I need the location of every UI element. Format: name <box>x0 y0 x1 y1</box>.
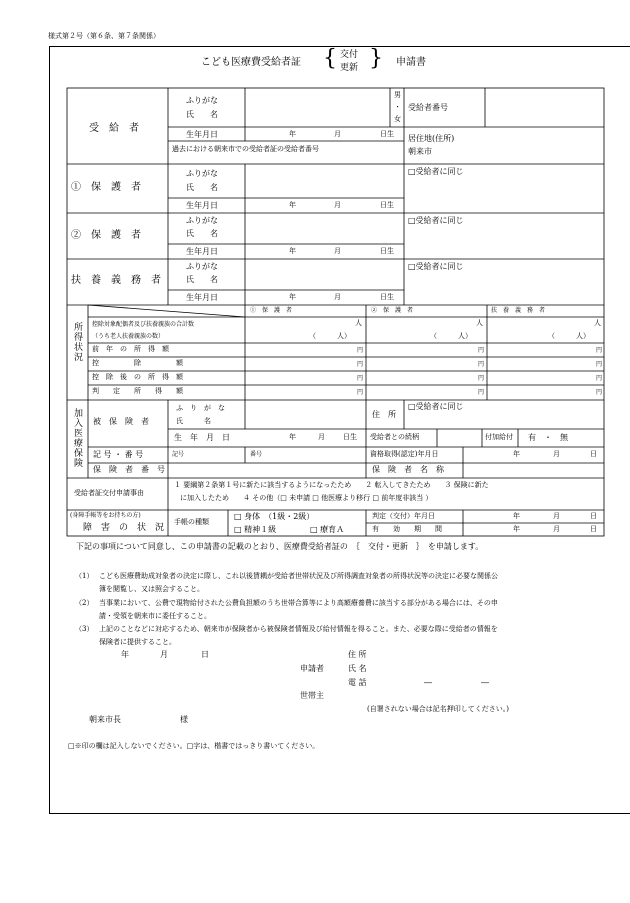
yen-r2c2: 円 <box>478 361 485 368</box>
insured-birth-month: 月 <box>318 433 325 441</box>
sign-name-label: 氏 名 <box>348 664 367 673</box>
mayor-label: 朝来市長 <box>89 715 121 724</box>
insured-name-field[interactable] <box>245 400 366 429</box>
note2-text-cont: 請・受領を朝来市に委任すること。 <box>99 612 211 620</box>
sign-note: (自署されない場合は記名押印してください。) <box>367 705 509 713</box>
number-field-label: 番号 <box>250 451 263 458</box>
guardian2-heading: ② 保 護 者 <box>71 230 141 241</box>
sex-female[interactable]: 女 <box>394 115 401 123</box>
recipient-name-field[interactable] <box>245 88 390 127</box>
yen-r1c3: 円 <box>596 347 603 354</box>
qual-year: 年 <box>513 450 520 458</box>
guardian1-name-label: 氏 名 <box>186 183 218 192</box>
sign-day: 日 <box>201 650 209 659</box>
insured-label: 被 保 険 者 <box>93 417 149 426</box>
guardian2-birth-month: 月 <box>334 247 341 255</box>
guardian2-furigana-label: ふりがな <box>186 216 218 225</box>
sex-male[interactable]: 男 <box>394 91 401 99</box>
sex-separator: ・ <box>394 103 401 111</box>
sign-month: 月 <box>160 650 168 659</box>
validity-month: 月 <box>553 525 560 533</box>
recipient-birth-day: 日生 <box>380 130 394 138</box>
guardian1-same-checkbox[interactable]: □受給者に同じ <box>408 167 464 176</box>
note1-number: （1） <box>75 572 94 580</box>
disability-note: (身障手帳等をお持ちの方) <box>70 512 141 519</box>
yen-r3c1: 円 <box>357 375 364 382</box>
guardian2-name-field[interactable] <box>245 213 404 244</box>
income-col-obligor: 扶 養 義 務 者 <box>491 307 546 314</box>
guardian1-birth-month: 月 <box>334 201 341 209</box>
obligor-heading: 扶 養 義 務 者 <box>71 275 161 286</box>
symbol-field-label: 記号 <box>172 451 185 458</box>
sign-address-label: 住 所 <box>348 650 367 659</box>
mayor-honorific: 様 <box>180 715 188 724</box>
booklet-type-label: 手帳の種類 <box>174 518 209 526</box>
guardian1-heading: ① 保 護 者 <box>71 182 141 193</box>
validity-label: 有 効 期 間 <box>372 525 442 533</box>
dep-count-unit-3: 人 <box>594 319 601 327</box>
note1-text: こども医療費助成対象者の決定に際し、これ以後賃耦が受給者世帯状況及び所得調査対象者の所得状況等の決定に必要な関係公 <box>99 572 498 580</box>
obligor-same-checkbox[interactable]: □受給者に同じ <box>408 262 464 271</box>
insurer-number-label: 保 険 者 番 号 <box>93 465 165 474</box>
obligor-birth-day: 日生 <box>380 293 394 301</box>
decision-date-label: 判定（交付）年月日 <box>372 512 435 520</box>
decision-day: 日 <box>590 512 597 520</box>
past-number-label: 過去における朝来市での受給者証の受給者番号 <box>172 145 319 153</box>
reason-line1[interactable]: １ 要綱第２条第１号に新たに該当するようになったため ２ 転入してきたため ３ 保険に新た <box>174 481 489 489</box>
guardian2-birth-day: 日生 <box>380 247 394 255</box>
elderly-dependents-label: （うち老人扶養親族の数） <box>92 333 165 340</box>
guardian1-name-field[interactable] <box>245 164 404 198</box>
disability-label: 障 害 の 状 況 <box>83 523 165 533</box>
guardian1-birth-year: 年 <box>289 201 296 209</box>
guardian2-birth-label: 生年月日 <box>186 247 218 256</box>
elderly-count-unit-2: （ 人） <box>430 332 472 340</box>
insured-address-label: 住 所 <box>372 410 396 419</box>
residence-city: 朝来市 <box>408 147 432 156</box>
income-col-guardian2: ② 保 護 者 <box>371 307 414 314</box>
yen-r2c3: 円 <box>596 361 603 368</box>
title-prefix: こども医療費受給者証 <box>201 57 301 68</box>
title-option-issue: 交付 <box>340 50 359 60</box>
insured-birth-day: 日生 <box>343 433 357 441</box>
booklet-rehab-checkbox[interactable]: □ 療育Ａ <box>310 525 345 534</box>
guardian2-birth-year: 年 <box>289 247 296 255</box>
insurer-name-label: 保 険 者 名 称 <box>372 465 444 474</box>
note2-number: （2） <box>75 599 94 607</box>
insurer-name-field[interactable] <box>463 463 604 478</box>
insured-address-same-checkbox[interactable]: □受給者に同じ <box>408 402 464 411</box>
note3-number: （3） <box>75 625 94 633</box>
decision-month: 月 <box>553 512 560 520</box>
yen-r1c1: 円 <box>357 347 364 354</box>
obligor-furigana-label: ふりがな <box>186 262 218 271</box>
recipient-furigana-label: ふりがな <box>186 96 218 105</box>
reason-line2[interactable]: に加入したため ４ その他（□ 未申請 □ 他医療より移行 □ 前年度非該当 ） <box>180 494 433 502</box>
guardian1-birth-day: 日生 <box>380 201 394 209</box>
form-number: 様式第２号（第６条、第７条関係） <box>48 32 160 40</box>
elderly-count-unit-3: （ 人） <box>548 332 590 340</box>
recipient-birth-label: 生年月日 <box>186 130 218 139</box>
income-col-guardian1: ① 保 護 者 <box>250 307 293 314</box>
tel-dash-2: ― <box>481 678 489 687</box>
recipient-name-label: 氏 名 <box>186 110 218 119</box>
insured-birth-year: 年 <box>289 433 296 441</box>
title-suffix: 申請書 <box>396 57 426 68</box>
guardian2-name-label: 氏 名 <box>186 229 218 238</box>
insured-furigana-label: ふ り が な <box>176 404 225 412</box>
yen-r3c2: 円 <box>478 375 485 382</box>
insurer-number-field[interactable] <box>168 463 366 478</box>
obligor-name-label: 氏 名 <box>186 275 218 284</box>
recipient-birth-month: 月 <box>334 130 341 138</box>
brace-right: } <box>369 46 383 71</box>
yen-r4c2: 円 <box>478 389 485 396</box>
sign-tel-label: 電 話 <box>348 678 367 687</box>
dep-count-unit-1: 人 <box>355 319 362 327</box>
recipient-number-field[interactable] <box>485 88 604 127</box>
relation-field[interactable] <box>437 429 482 447</box>
booklet-physical-checkbox[interactable]: □ 身体 （1級・2級） <box>234 512 315 521</box>
dependents-label: 控除対象配偶者及び扶養親族の合計数 <box>92 321 195 328</box>
guardian2-same-checkbox[interactable]: □受給者に同じ <box>408 216 464 225</box>
elderly-count-unit-1: （ 人） <box>309 332 351 340</box>
consent-statement: 下記の事項について同意し、この申請書の記載のとおり、医療費受給者証の ｛ 交付・更新 ｝ を申請します。 <box>76 542 484 551</box>
yen-r4c3: 円 <box>596 389 603 396</box>
note2-text: 当事業において、公費で現物給付された公費負担額のうち世帯合算等により高額療養費に該当する部分がある場合には、その申 <box>99 599 498 607</box>
yen-r1c2: 円 <box>478 347 485 354</box>
qual-day: 日 <box>590 450 597 458</box>
yen-r2c1: 円 <box>357 361 364 368</box>
recipient-heading: 受 給 者 <box>89 123 139 134</box>
validity-day: 日 <box>590 525 597 533</box>
obligor-birth-year: 年 <box>289 293 296 301</box>
reason-label: 受給者証交付申請事由 <box>74 489 144 497</box>
footer-note: □※印の欄は記入しないでください。□字は、楷書ではっきり書いてください。 <box>68 742 320 750</box>
note1-text-cont: 簿を閲覧し、又は照会すること。 <box>99 585 204 593</box>
obligor-birth-month: 月 <box>334 293 341 301</box>
guardian1-birth-label: 生年月日 <box>186 201 218 210</box>
insurance-section-label: 加入医療保険 <box>72 408 82 468</box>
income-row-judged: 判 定 所 得 額 <box>92 387 183 395</box>
title-option-renew: 更新 <box>340 63 359 73</box>
insured-birth-label: 生 年 月 日 <box>174 433 230 442</box>
income-section-label: 所得状況 <box>72 322 82 362</box>
note3-text-cont: 保険者に提供すること。 <box>99 638 176 646</box>
applicant-label: 申請者 <box>300 664 324 673</box>
residence-label: 居住地(住所) <box>408 134 455 143</box>
benefit-options[interactable]: 有 ・ 無 <box>528 433 568 442</box>
symbol-number-label: 記 号 ・ 番 号 <box>93 450 144 459</box>
recipient-birth-year: 年 <box>289 130 296 138</box>
obligor-name-field[interactable] <box>245 259 404 290</box>
booklet-mental-checkbox[interactable]: □ 精神１級 <box>234 525 277 534</box>
yen-r4c1: 円 <box>357 389 364 396</box>
sign-year: 年 <box>121 650 129 659</box>
guardian1-furigana-label: ふりがな <box>186 169 218 178</box>
tel-dash-1: ― <box>424 678 432 687</box>
recipient-number-label: 受給者番号 <box>408 103 448 112</box>
brace-left: { <box>323 46 337 71</box>
insured-name-label: 氏 名 <box>176 417 211 425</box>
householder-label: 世帯主 <box>300 691 324 700</box>
note3-text: 上記のことなどに対応するため、朝来市が保険者から被保険者情報及び給付情報を得ること。また、必要な際に受給者の情報を <box>99 625 498 633</box>
dep-count-unit-2: 人 <box>476 319 483 327</box>
obligor-birth-label: 生年月日 <box>186 293 218 302</box>
income-row-after-deduction: 控 除 後 の 所 得 額 <box>92 373 183 381</box>
income-row-deduction: 控 除 額 <box>92 359 183 367</box>
yen-r3c3: 円 <box>596 375 603 382</box>
qual-month: 月 <box>553 450 560 458</box>
relation-label: 受給者との続柄 <box>370 433 419 441</box>
validity-year: 年 <box>513 525 520 533</box>
decision-year: 年 <box>513 512 520 520</box>
income-row-prev-year: 前 年 の 所 得 額 <box>92 345 169 353</box>
benefit-label: 付加給付 <box>485 433 513 441</box>
qualification-date-label: 資格取得(認定)年月日 <box>370 450 439 458</box>
